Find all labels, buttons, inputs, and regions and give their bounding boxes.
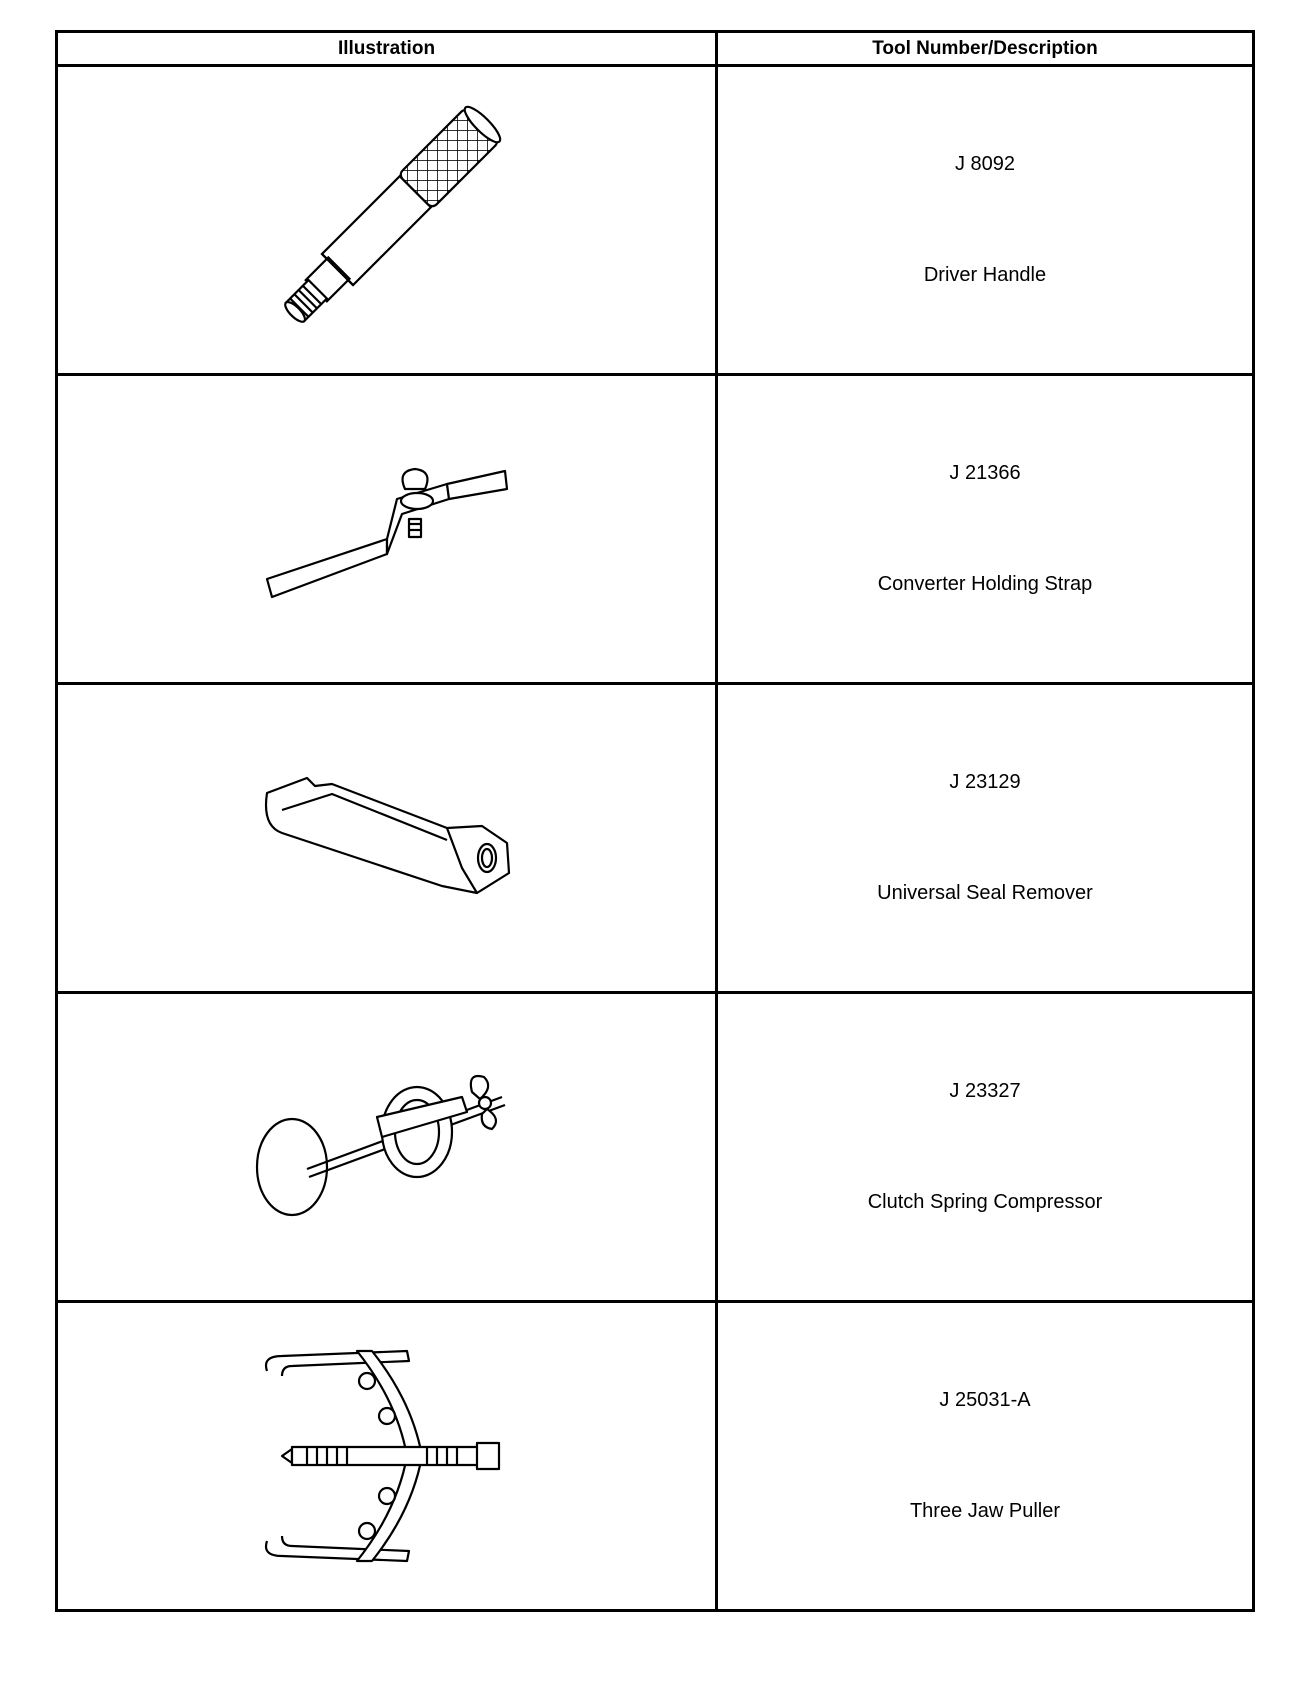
driver-handle-icon: [237, 80, 537, 360]
tool-number: J 23129: [949, 771, 1021, 793]
clutch-spring-compressor-icon: [237, 1057, 537, 1237]
illustration-cell: [57, 993, 717, 1302]
description-cell: [717, 993, 1254, 1302]
tool-description: Universal Seal Remover: [877, 882, 1093, 904]
tool-description: Driver Handle: [923, 264, 1047, 286]
illustration-cell: [57, 375, 717, 684]
description-cell: [717, 66, 1254, 375]
tool-description: Three Jaw Puller: [909, 1500, 1061, 1522]
tool-description: Converter Holding Strap: [877, 573, 1093, 595]
description-cell: [717, 1302, 1254, 1611]
illustration-cell: [57, 684, 717, 993]
tool-number: J 8092: [954, 153, 1016, 175]
converter-holding-strap-icon: [237, 429, 537, 629]
tool-number: J 25031-A: [939, 1389, 1031, 1411]
tool-number: J 23327: [949, 1080, 1021, 1102]
special-tools-table: [55, 30, 1255, 1612]
table-header-row: [57, 32, 1254, 66]
universal-seal-remover-icon: [237, 748, 537, 928]
description-cell: [717, 684, 1254, 993]
header-tool-number-description: Tool Number/Description: [717, 32, 1254, 66]
table-row: [57, 1302, 1254, 1611]
description-cell: [717, 375, 1254, 684]
table-row: [57, 66, 1254, 375]
table-row: [57, 684, 1254, 993]
tool-number: J 21366: [949, 462, 1021, 484]
illustration-cell: [57, 1302, 717, 1611]
header-illustration: Illustration: [57, 32, 717, 66]
tool-description: Clutch Spring Compressor: [867, 1191, 1103, 1213]
three-jaw-puller-icon: [237, 1341, 537, 1571]
table-row: [57, 375, 1254, 684]
illustration-cell: [57, 66, 717, 375]
table-row: [57, 993, 1254, 1302]
